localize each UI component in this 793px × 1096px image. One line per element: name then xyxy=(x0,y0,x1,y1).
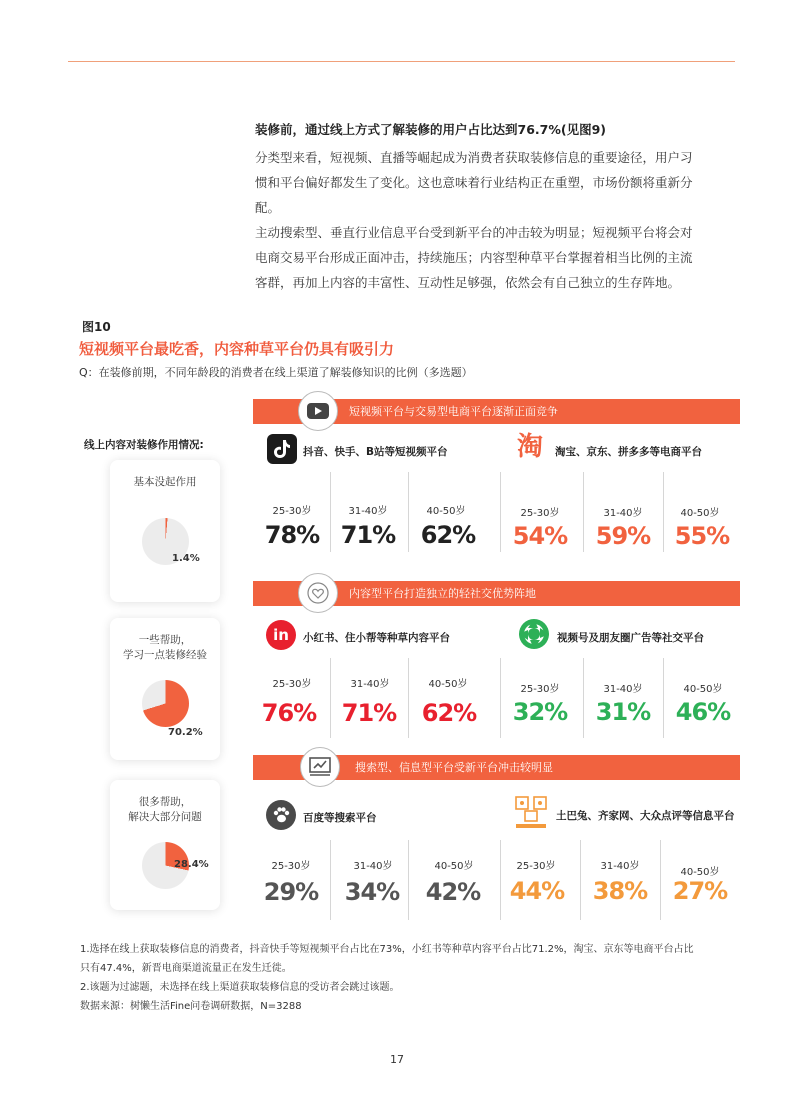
age-label: 40-50岁 xyxy=(680,508,720,519)
age-label: 40-50岁 xyxy=(426,506,466,517)
left-panel-title: 线上内容对装修作用情况: xyxy=(84,439,204,451)
platform-name: 视频号及朋友圈广告等社交平台 xyxy=(557,632,704,644)
header-divider xyxy=(68,61,735,62)
card-label xyxy=(110,795,220,825)
page-number: 17 xyxy=(390,1053,404,1066)
section-banner: 内容型平台打造独立的轻社交优势阵地 xyxy=(253,581,740,606)
divider xyxy=(408,472,409,552)
stat-value: 27% xyxy=(672,877,728,905)
card-percent: 1.4% xyxy=(172,553,200,564)
stat-value: 59% xyxy=(595,522,651,550)
stat-value: 38% xyxy=(592,877,648,905)
figure-number: 图10 xyxy=(82,320,111,334)
card-label-line: 很多帮助， xyxy=(138,796,192,808)
age-label: 25-30岁 xyxy=(271,861,311,872)
divider xyxy=(500,472,501,552)
search-screen-icon xyxy=(300,747,340,787)
stat-value: 42% xyxy=(425,878,481,906)
footnotes xyxy=(80,940,740,1016)
stat-value: 32% xyxy=(512,698,568,726)
effect-card-some xyxy=(110,618,220,760)
age-label: 25-30岁 xyxy=(520,508,560,519)
heart-icon xyxy=(298,573,338,613)
divider xyxy=(330,840,331,920)
section-heading: 装修前，通过线上方式了解装修的用户占比达到76.7%(见图9) xyxy=(255,122,606,137)
stat-value: 62% xyxy=(420,521,476,549)
card-label xyxy=(110,633,220,663)
divider xyxy=(408,840,409,920)
age-label: 31-40岁 xyxy=(603,508,643,519)
divider xyxy=(663,658,664,738)
divider xyxy=(660,840,661,920)
stat-value: 62% xyxy=(421,699,477,727)
divider xyxy=(663,472,664,552)
divider xyxy=(583,472,584,552)
baidu-paw-icon xyxy=(266,800,296,830)
age-label: 40-50岁 xyxy=(434,861,474,872)
divider xyxy=(583,658,584,738)
divider xyxy=(408,658,409,738)
stat-value: 71% xyxy=(340,521,396,549)
footnote-line: 只有47.4%，新晋电商渠道流量正在发生迁徙。 xyxy=(80,963,292,974)
age-label: 25-30岁 xyxy=(272,506,312,517)
paragraph-line: 配。 xyxy=(255,200,281,215)
stat-value: 31% xyxy=(595,698,651,726)
age-label: 40-50岁 xyxy=(683,684,723,695)
paragraph-line: 惯和平台偏好都发生了变化。这也意味着行业结构正在重塑，市场份额将重新分 xyxy=(255,175,693,190)
age-label: 25-30岁 xyxy=(272,679,312,690)
stat-value: 44% xyxy=(509,877,565,905)
divider xyxy=(580,840,581,920)
card-percent: 70.2% xyxy=(168,727,203,738)
footnote-line: 2.该题为过滤题，未选择在线上渠道获取装修信息的受访者会跳过该题。 xyxy=(80,982,400,993)
pie-chart xyxy=(142,680,189,727)
paragraph-line: 客群，再加上内容的丰富性、互动性足够强，依然会有自己独立的生存阵地。 xyxy=(255,275,681,290)
platform-name: 百度等搜索平台 xyxy=(303,812,377,824)
stat-value: 76% xyxy=(261,699,317,727)
card-label xyxy=(110,475,220,490)
paragraph-line: 分类型来看，短视频、直播等崛起成为消费者获取装修信息的重要途径，用户习 xyxy=(255,150,693,165)
taobao-icon: 淘 xyxy=(517,432,544,462)
tiktok-icon xyxy=(267,434,297,464)
card-percent: 28.4% xyxy=(174,859,209,870)
divider xyxy=(500,658,501,738)
age-label: 31-40岁 xyxy=(600,861,640,872)
stat-value: 55% xyxy=(674,522,730,550)
stat-value: 78% xyxy=(264,521,320,549)
paragraph-line: 电商交易平台形成正面冲击，持续施压；内容型种草平台掌握着相当比例的主流 xyxy=(255,250,693,265)
card-label-line: 基本没起作用 xyxy=(133,476,197,488)
stat-value: 71% xyxy=(341,699,397,727)
card-label-line: 一些帮助， xyxy=(138,634,192,646)
xiaohongshu-icon: in xyxy=(266,620,296,650)
divider xyxy=(500,840,501,920)
effect-card-much xyxy=(110,780,220,910)
age-label: 31-40岁 xyxy=(350,679,390,690)
divider xyxy=(330,472,331,552)
body-paragraphs xyxy=(255,145,735,295)
platform-name: 土巴兔、齐家网、大众点评等信息平台 xyxy=(556,810,735,822)
info-platform-icon xyxy=(514,795,548,829)
stat-value: 54% xyxy=(512,522,568,550)
section-banner: 短视频平台与交易型电商平台逐渐正面竞争 xyxy=(253,399,740,424)
footnote-line: 1.选择在线上获取装修信息的消费者，抖音快手等短视频平台占比在73%，小红书等种草内容平台占比71.2%，淘宝、京东等电商平台占比 xyxy=(80,944,694,955)
age-label: 25-30岁 xyxy=(516,861,556,872)
stat-value: 46% xyxy=(675,698,731,726)
platform-name: 抖音、快手、B站等短视频平台 xyxy=(303,446,448,458)
section-banner: 搜索型、信息型平台受新平台冲击较明显 xyxy=(253,755,740,780)
age-label: 31-40岁 xyxy=(353,861,393,872)
age-label: 40-50岁 xyxy=(680,867,720,878)
divider xyxy=(330,658,331,738)
age-label: 25-30岁 xyxy=(520,684,560,695)
survey-question: Q：在装修前期，不同年龄段的消费者在线上渠道了解装修知识的比例（多选题） xyxy=(79,366,473,379)
age-label: 31-40岁 xyxy=(348,506,388,517)
wechat-channels-icon xyxy=(518,618,550,650)
card-label-line: 学习一点装修经验 xyxy=(123,649,207,661)
card-label-line: 解决大部分问题 xyxy=(128,811,202,823)
figure-title: 短视频平台最吃香，内容种草平台仍具有吸引力 xyxy=(79,340,395,358)
stat-value: 29% xyxy=(263,878,319,906)
effect-card-none xyxy=(110,460,220,602)
platform-name: 小红书、住小帮等种草内容平台 xyxy=(303,632,450,644)
platform-name: 淘宝、京东、拼多多等电商平台 xyxy=(555,446,702,458)
age-label: 40-50岁 xyxy=(428,679,468,690)
paragraph-line: 主动搜索型、垂直行业信息平台受到新平台的冲击较为明显；短视频平台将会对 xyxy=(255,225,693,240)
video-play-icon xyxy=(298,391,338,431)
age-label: 31-40岁 xyxy=(603,684,643,695)
stat-value: 34% xyxy=(344,878,400,906)
footnote-line: 数据来源：树懒生活Fine问卷调研数据，N=3288 xyxy=(80,1001,302,1012)
